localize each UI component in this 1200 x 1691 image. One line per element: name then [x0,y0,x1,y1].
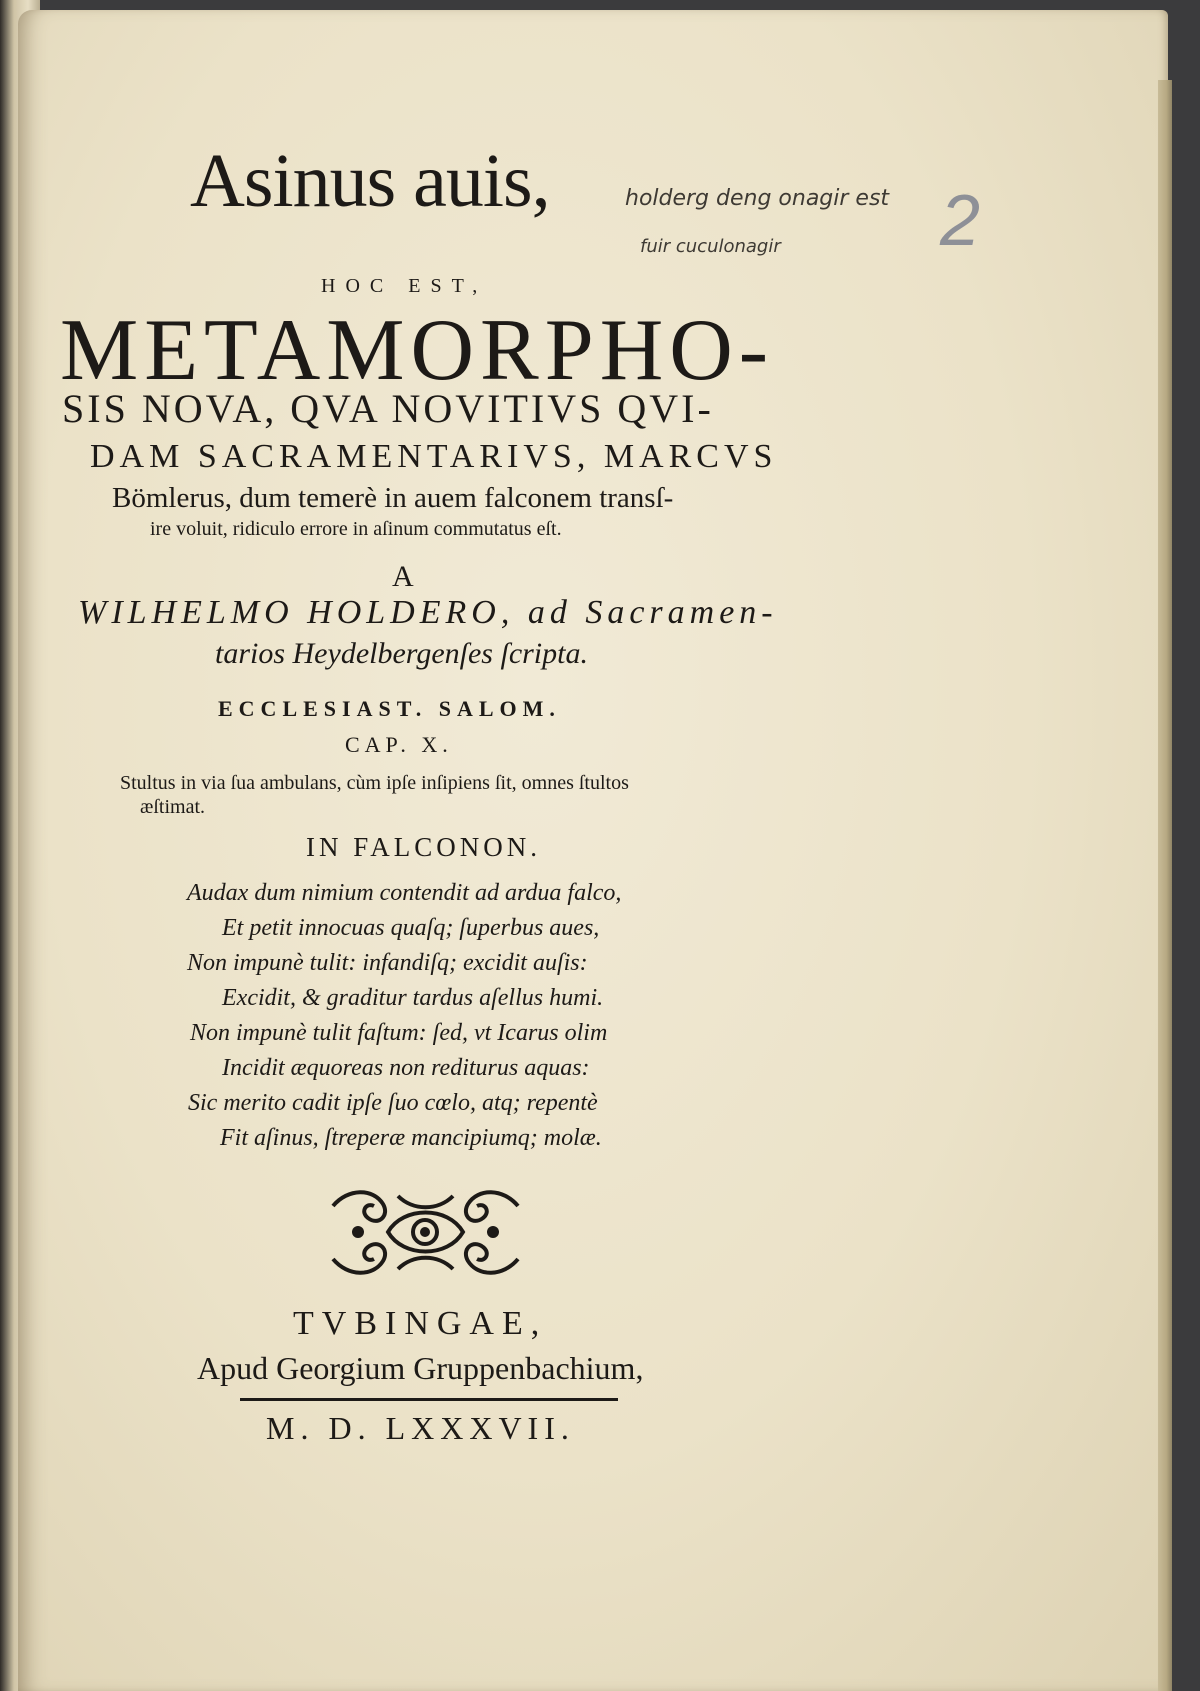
poem-line: Incidit æquoreas non rediturus aquas: [222,1055,590,1081]
imprint-year: M. D. LXXXVII. [266,1410,575,1446]
title-page [18,10,1168,1691]
imprint-place: TVBINGAE, [293,1305,548,1342]
printer-ornament [328,1186,523,1279]
epigraph-source: ECCLESIAST. SALOM. [218,696,561,721]
subtitle-line-bomlerus: Bömlerus, dum temerè in auem falconem transſ- [112,482,674,514]
handwritten-annotation-line2: fuir cuculonagir [640,236,781,257]
author-preposition: A [392,560,414,593]
epigraph-line1: Stultus in via ſua ambulans, cùm ipſe inſipiens ſit, omnes ſtultos [120,772,629,794]
poem-line: Et petit innocuas quaſq; ſuperbus aues, [222,915,600,941]
handwritten-page-number: 2 [940,181,981,261]
poem-line: Non impunè tulit: infandiſq; excidit auſis: [187,950,588,976]
subtitle-line-sis: SIS NOVA, QVA NOVITIVS QVI- [62,386,714,431]
author-line2: tarios Heydelbergenſes ſcripta. [215,637,588,670]
imprint-printer: Apud Georgium Gruppenbachium, [197,1350,644,1386]
author-line1: WILHELMO HOLDERO, ad Sacramen- [78,594,778,631]
subtitle-metamorpho: METAMORPHO- [60,302,775,399]
poem-line: Fit aſinus, ſtreperæ mancipiumq; molæ. [220,1125,602,1151]
poem-line: Audax dum nimium contendit ad ardua falco, [187,880,622,906]
poem-line: Non impunè tulit faſtum: ſed, vt Icarus olim [190,1020,608,1046]
epigraph-line2: æſtimat. [140,796,205,818]
page-fore-edge [1158,80,1172,1691]
poem-heading: IN FALCONON. [306,832,541,862]
epigraph-chapter: CAP. X. [345,732,453,757]
handwritten-annotation-line1: holderg deng onagir est [625,186,890,211]
poem-line: Excidit, & graditur tardus aſellus humi. [222,985,604,1011]
subtitle-line-dam: DAM SACRAMENTARIVS, MARCVS [90,438,778,475]
subtitle-hoc-est: HOC EST, [321,275,488,297]
subtitle-line-ire: ire voluit, ridiculo errore in aſinum commutatus eſt. [150,518,562,540]
poem-line: Sic merito cadit ipſe ſuo cœlo, atq; repentè [188,1090,598,1116]
imprint-rule [240,1398,618,1401]
book-title: Asinus auis, [190,139,550,223]
